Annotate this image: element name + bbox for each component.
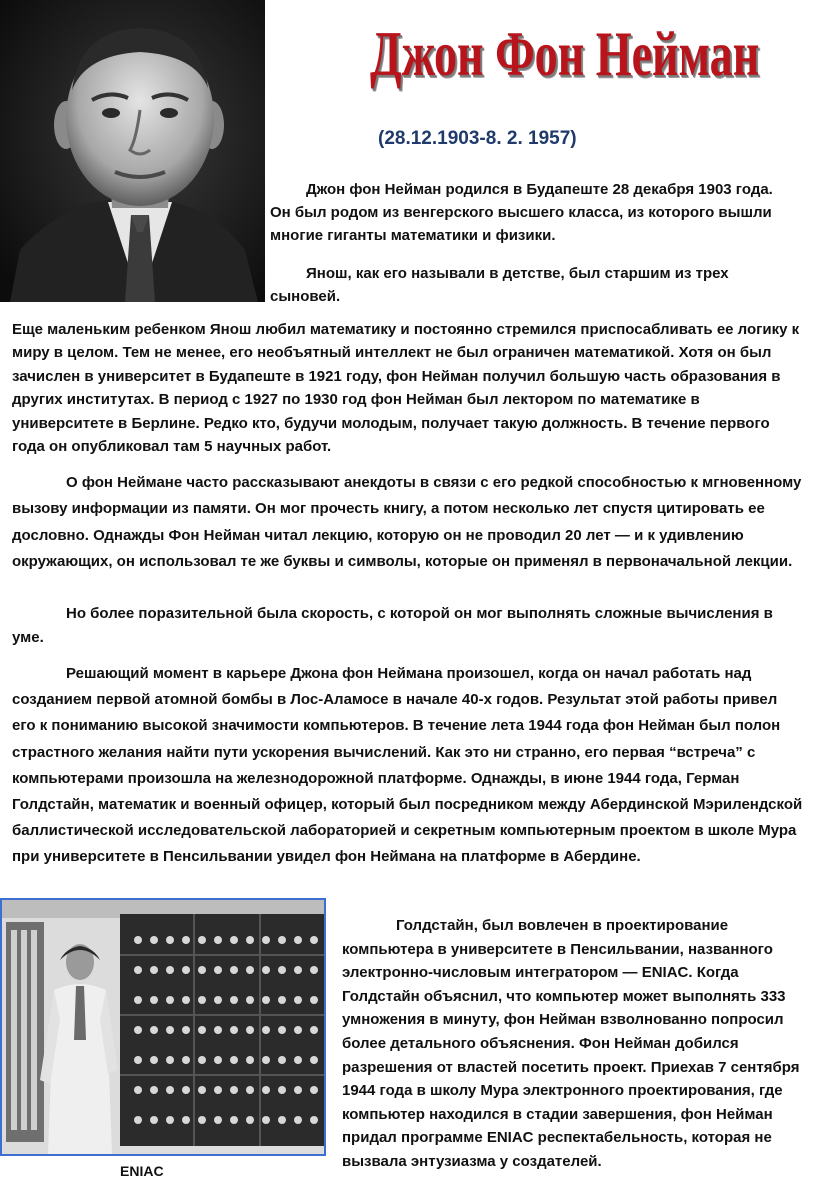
paragraph-education: Еще маленьким ребенком Янош любил математику и постоянно стремился приспосабливать ее логику к миру в целом. Тем не менее, его необъятный интеллект не был ограничен математикой. Хотя он был зачислен в университет в Будапеште в 1921 году, фон Нейман получил большую часть образования в других институтах. В период с 1927 по 1930 год фон Нейман был лектором по математике в университете в Берлине. Редко кто, будучи молодым, получает такую должность. В течение первого года он опубликовал там 5 научных работ. — [12, 321, 800, 456]
paragraph-career: Решающий момент в карьере Джона фон Неймана произошел, когда он начал работать над созданием первой атомной бомбы в Лос-Аламосе в начале 40-х годов. Результат этой работы привел его к пониманию высокой значимости компьютеров. В течение лета 1944 года фон Нейман был полон страстного желания найти пути ускорения вычислений. Как это ни странно, его первая “встреча” с компьютерами произошла на железнодорожной платформе. Однажды, в июне 1944 года, Герман Голдстайн, математик и военный офицер, который был посредником между Абердинской Мэрилендской баллистической исследовательской лабораторией и секретным компьютерным проектом в школе Мура при университете в Пенсильвании увидел фон Неймана на платформе в Абердине. — [12, 665, 803, 866]
paragraph-eniac: Голдстайн, был вовлечен в проектирование компьютера в университете в Пенсильвании, названного электронно-числовым интегратором — ENIAC. Когда Голдстайн объяснил, что компьютер может выполнять 333 умножения в минуту, фон Нейман взволнованно попросил более детального объяснения. Фон Нейман добился разрешения от властей посетить проект. Приехав 7 сентября 1944 года в школу Мура электронного проектирования, где компьютер находился в стадии завершения, фон Нейман придал программе ENIAC респектабельность, которая не вызвала энтузиазма у создателей. — [342, 917, 800, 1170]
paragraph-childhood-name: Янош, как его называли в детстве, был старшим из трех сыновей. — [270, 265, 729, 305]
photo-caption: ENIAC — [120, 1163, 164, 1179]
paragraph-memory: О фон Неймане часто рассказывают анекдоты в связи с его редкой способностью к мгновенному вызову информации из памяти. Он мог прочесть книгу, а потом несколько лет спустя цитировать ее дословно. Однажды Фон Нейман читал лекцию, которую он не проводил 20 лет — и к удивлению окружающих, он использовал те же буквы и символы, которые он применял в первоначальной лекции. — [12, 474, 802, 571]
paragraph-calculation: Но более поразительной была скорость, с которой он мог выполнять сложные вычисления в уме. — [12, 605, 773, 646]
portrait-illustration — [0, 0, 265, 302]
paragraph-birth: Джон фон Нейман родился в Будапеште 28 декабря 1903 года. Он был родом из венгерского высшего класса, из которого вышли многие гиганты математики и физики. — [270, 181, 773, 244]
page-title: Джон Фон Нейман — [370, 18, 760, 89]
eniac-photo — [0, 898, 326, 1156]
life-dates: (28.12.1903-8. 2. 1957) — [378, 128, 577, 149]
eniac-illustration — [2, 900, 324, 1154]
portrait-photo — [0, 0, 265, 302]
